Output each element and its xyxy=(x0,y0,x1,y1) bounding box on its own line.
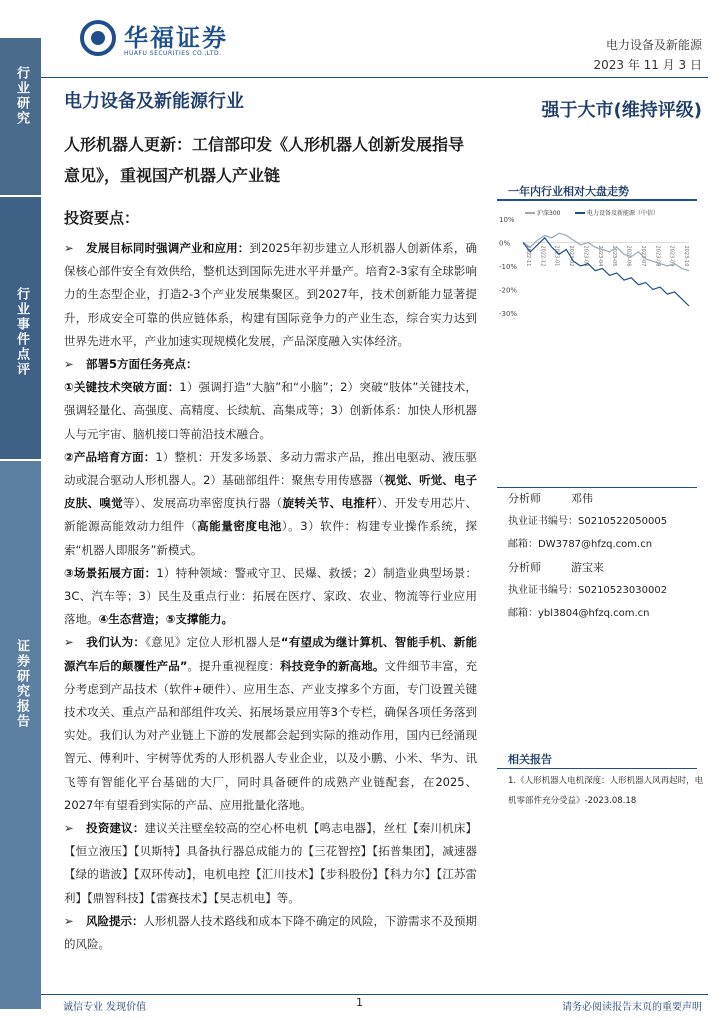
x-tick-label: 2023-09 xyxy=(668,245,675,267)
related-divider xyxy=(497,768,697,769)
y-tick-label: -30% xyxy=(499,310,518,318)
legend-label: 沪深300 xyxy=(537,210,561,217)
paragraph-opinion: ➢ 我们认为：《意见》定位人形机器人是“有望成为继计算机、智能手机、新能源汽车后的颠覆性产品”。提升重视程度：科技竞争的新高地。文件细节丰富，充分考虑到产品技术（软件+硬件）、应用生态、产业支撑多个方面，专门设置关键技术攻关、重点产品和部组件攻关、拓展场景应用等3个专栏，确保各项任务落到实处。我们认为对产业链上下游的发展都会起到实际的推动作用，国内已经涌现智元、傅利叶、宇树等优秀的人形机器人专业企业，以及小鹏、小米、华为、讯飞等有智能化平台基础的大厂，同时具备硬件的成熟产业链配套，在2025、2027年有望看到实际的产品、应用批量化落地。 xyxy=(64,631,477,817)
x-tick-label: 2023-01 xyxy=(553,245,560,267)
analyst-cert: 执业证书编号：S0210523030002 xyxy=(508,585,668,596)
footer-slogan: 诚信专业 发现价值 xyxy=(63,1002,147,1013)
page-number: 1 xyxy=(356,996,363,1009)
x-tick-label: 2023-03 xyxy=(582,245,589,267)
related-reports-title: 相关报告 xyxy=(508,753,552,766)
side-band-middle xyxy=(0,197,41,459)
analyst-1 xyxy=(508,487,667,556)
series-line-1 xyxy=(523,238,689,306)
logo-name-en: HUAFU SECURITIES CO.,LTD. xyxy=(124,50,222,57)
chart-title-divider xyxy=(497,199,697,201)
x-tick-label: 2022-12 xyxy=(539,245,546,267)
header-sector: 电力设备及新能源 xyxy=(605,38,702,52)
arrow-bullet-icon: ➢ xyxy=(64,635,74,650)
analyst-2 xyxy=(508,556,667,625)
side-tab-event-comment: 行业事件点评 xyxy=(14,287,29,377)
logo-icon xyxy=(80,20,116,56)
analyst-email[interactable]: DW3787@hfzq.com.cn xyxy=(538,539,653,550)
arrow-bullet-icon: ➢ xyxy=(64,821,74,836)
paragraph-investment: ➢ 投资建议：建议关注壁垒较高的空心杯电机【鸣志电器】，丝杠【秦川机床】【恒立液压】【贝斯特】具备执行器总成能力的【三花智控】【拓普集团】，减速器【绿的谐波】【双环传动】，电机电控【汇川技术】【步科股份】【科力尔】【江苏雷利】【鼎智科技】【雷赛技术】【昊志机电】等。 xyxy=(64,817,477,910)
paragraph-product: ②产品培育方面：1）整机：开发多场景、多动力需求产品，推出电驱动、液压驱动或混合驱动人形机器人。2）基础部组件：聚焦专用传感器（视觉、听觉、电子皮肤、嗅觉等）、发展高功率密度执行器（旋转关节、电推杆）、开发专用芯片、新能源高能效动力组件（高能量密度电池）。3）软件：构建专业操作系统，探索“机器人即服务”新模式。 xyxy=(64,449,478,557)
related-report-item[interactable]: 1.《人形机器人电机深度：人形机器人风再起时，电机零部件充分受益》-2023.08.18 xyxy=(508,776,704,806)
legend-label: 电力设备及新能源（中信） xyxy=(587,210,660,217)
chart-section-title: 一年内行业相对大盘走势 xyxy=(508,185,629,198)
paragraph-tasks: ➢ 部署5方面任务亮点： xyxy=(64,353,477,376)
x-tick-label: 2022-11 xyxy=(525,245,531,267)
analyst-name: 游宝来 xyxy=(571,561,604,574)
analyst-label: 分析师 xyxy=(508,561,541,574)
y-tick-label: 0% xyxy=(499,239,511,248)
series-line-0 xyxy=(523,233,689,271)
x-tick-label: 2023-02 xyxy=(568,245,575,267)
trend-chart xyxy=(497,205,697,325)
header-date: 2023 年 11 月 3 日 xyxy=(593,58,702,72)
side-tab-securities-report: 证券研究报告 xyxy=(14,639,29,729)
company-logo xyxy=(80,12,260,62)
arrow-bullet-icon: ➢ xyxy=(64,913,74,928)
y-tick-label: -20% xyxy=(499,286,518,295)
footer-disclaimer: 请务必阅读报告末页的重要声明 xyxy=(562,1002,702,1013)
analyst-email[interactable]: ybl3804@hfzq.com.cn xyxy=(538,608,650,619)
x-tick-label: 2023-04 xyxy=(596,245,603,267)
x-tick-label: 2023-06 xyxy=(625,245,632,267)
x-tick-label: 2023-07 xyxy=(639,245,646,267)
report-body xyxy=(64,237,477,956)
analyst-cert: 执业证书编号：S0210522050005 xyxy=(508,516,668,527)
report-title: 人形机器人更新：工信部印发《人形机器人创新发展指导意见》，重视国产机器人产业链 xyxy=(64,135,465,185)
rating: 强于大市(维持评级) xyxy=(541,100,702,121)
trend-chart-svg xyxy=(497,205,697,325)
analyst-email-label: 邮箱： xyxy=(508,608,538,619)
paragraph-scenario: ③场景拓展方面：1）特种领域：警戒守卫、民爆、救援；2）制造业典型场景：3C、汽车等；3）民生及重点行业：拓展在医疗、家政、农业、物流等行业应用落地。④生态营造；⑤支撑能力。 xyxy=(64,565,477,627)
paragraph-tech: ①关键技术突破方面：1）强调打造“大脑”和“小脑”；2）突破“肢体”关键技术，强调轻量化、高强度、高精度、长续航、高集成等；3）创新体系：加快人形机器人与元宇宙、脑机接口等前沿技术融合。 xyxy=(64,380,477,441)
x-tick-label: 2023-05 xyxy=(611,245,618,267)
industry-name: 电力设备及新能源行业 xyxy=(64,91,244,112)
analyst-email-label: 邮箱： xyxy=(508,539,538,550)
analyst-name: 邓伟 xyxy=(571,492,593,505)
x-tick-label: 2023-10 xyxy=(683,245,689,267)
x-tick-label: 2023-08 xyxy=(654,245,661,267)
arrow-bullet-icon: ➢ xyxy=(64,357,74,372)
arrow-bullet-icon: ➢ xyxy=(64,241,74,255)
footer-divider xyxy=(41,994,708,995)
side-band-bottom xyxy=(0,461,41,1009)
analyst-label: 分析师 xyxy=(508,492,541,505)
section-title: 投资要点： xyxy=(64,209,140,227)
y-tick-label: -10% xyxy=(499,263,518,271)
paragraph-risk: ➢ 风险提示：人形机器人技术路线和成本下降不确定的风险，下游需求不及预期的风险。 xyxy=(64,910,477,956)
paragraph-goals: ➢ 发展目标同时强调产业和应用：到2025年初步建立人形机器人创新体系，确保核心部件安全有效供给，整机达到国际先进水平并量产。培育2-3家有全球影响力的生态型企业，打造2-3个产业发展集聚区。到2027年，技术创新能力显著提升，形成安全可靠的供应链体系，构建有国际竞争力的产业生态，综合实力达到世界先进水平，产业加速实现规模化发展，产品深度融入实体经济。 xyxy=(64,237,477,353)
side-tab-industry-research: 行业研究 xyxy=(14,66,29,126)
side-band-top xyxy=(0,38,41,195)
logo-name-cn: 华福证券 xyxy=(124,24,228,52)
header-divider xyxy=(41,77,708,78)
y-tick-label: 10% xyxy=(499,216,515,224)
